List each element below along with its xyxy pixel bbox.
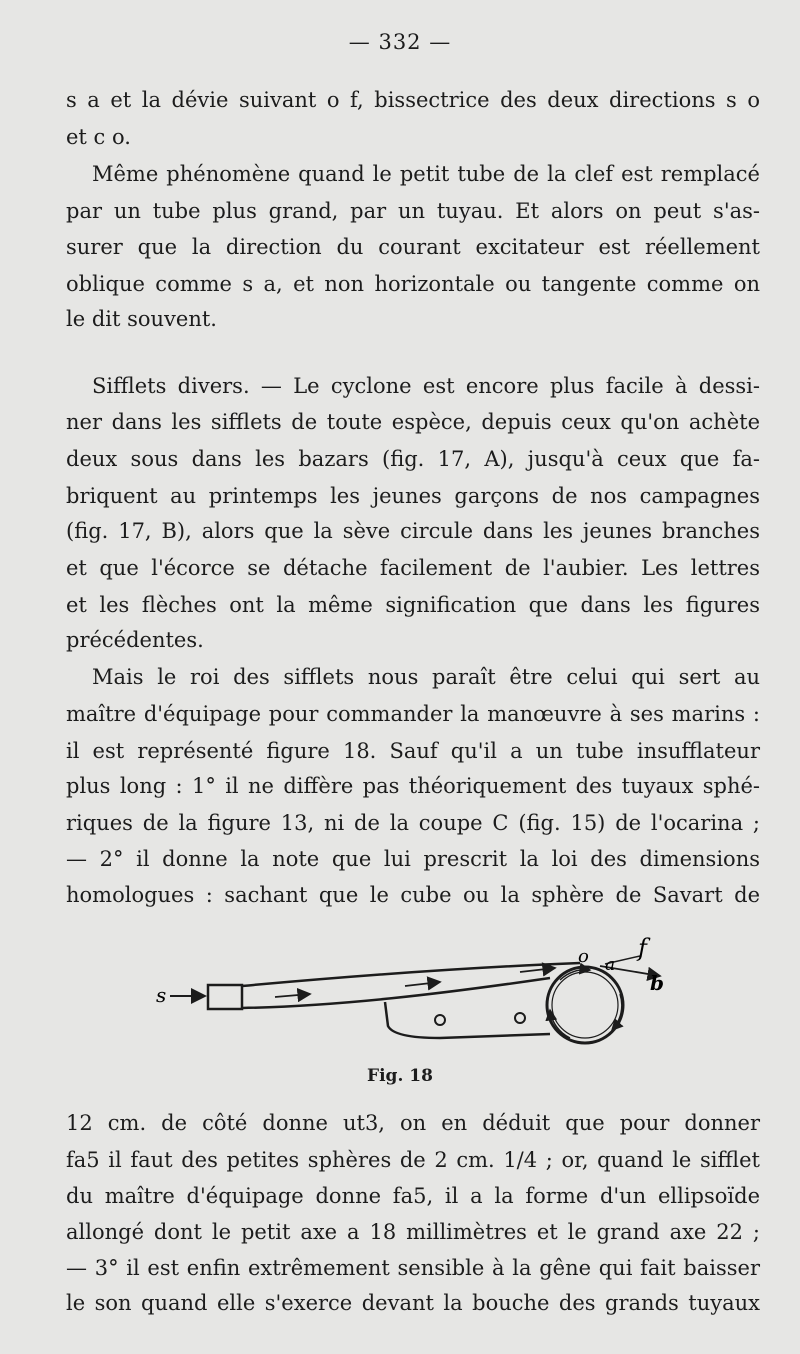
text-line: et les flèches ont la même signification que dans les figures [66, 593, 760, 617]
figure-caption: Fig. 18 [367, 1066, 433, 1086]
paragraph-first-line: Même phénomène quand le petit tube de la clef est remplacé [92, 162, 760, 186]
flow-arrow [520, 968, 555, 972]
label-a: a [605, 955, 616, 975]
text-line: deux sous dans les bazars (fig. 17, A), jusqu'à ceux que fa- [66, 447, 760, 471]
paragraph-first-line: Mais le roi des sifflets nous paraît être celui qui sert au [92, 665, 760, 689]
flow-arrow [405, 982, 440, 986]
text-line: plus long : 1° il ne diffère pas théoriquement des tuyaux sphé- [66, 774, 760, 798]
text-line: — 3° il est enfin extrêmement sensible à la gêne qui fait baisser [66, 1256, 760, 1280]
text-line: fa5 il faut des petites sphères de 2 cm. 1/4 ; or, quand le sifflet [66, 1148, 760, 1172]
text-line: précédentes. [66, 628, 204, 652]
whistle-figure [150, 930, 680, 1060]
mouthpiece [208, 985, 242, 1009]
text-line: le son quand elle s'exerce devant la bouche des grands tuyaux [66, 1291, 760, 1315]
text-line: — 2° il donne la note que lui prescrit la loi des dimensions [66, 847, 760, 871]
text-line: 12 cm. de côté donne ut3, on en déduit que pour donner [66, 1111, 760, 1135]
text-line: du maître d'équipage donne fa5, il a la forme d'un ellipsoïde [66, 1184, 760, 1208]
text-line: le dit souvent. [66, 307, 217, 331]
text-line: riques de la figure 13, ni de la coupe C (fig. 15) de l'ocarina ; [66, 811, 760, 835]
text-line: homologues : sachant que le cube ou la sphère de Savart de [66, 883, 760, 907]
tube-top-wall [242, 963, 580, 986]
label-f: f [638, 934, 647, 962]
text-line: oblique comme s a, et non horizontale ou tangente comme on [66, 272, 760, 296]
text-line: (fig. 17, B), alors que la sève circule dans les jeunes branches [66, 519, 760, 543]
label-b: b [650, 971, 664, 995]
text-line: surer que la direction du courant excitateur est réellement [66, 235, 760, 259]
text-line: s a et la dévie suivant o f, bissectrice des deux directions s o [66, 88, 760, 112]
text-line: allongé dont le petit axe a 18 millimètres et le grand axe 22 ; [66, 1220, 760, 1244]
rivet [435, 1015, 445, 1025]
sphere-bulb [547, 967, 623, 1043]
text-line: il est représenté figure 18. Sauf qu'il a un tube insufflateur [66, 739, 760, 763]
text-line: et que l'écorce se détache facilement de l'aubier. Les lettres [66, 556, 760, 580]
label-s: s [156, 983, 167, 1007]
flow-arrow [275, 994, 310, 997]
text-line: briquent au printemps les jeunes garçons de nos campagnes [66, 484, 760, 508]
text-line: maître d'équipage pour commander la manœuvre à ses marins : [66, 702, 760, 726]
rivet [515, 1013, 525, 1023]
paragraph-first-line: Sifflets divers. — Le cyclone est encore plus facile à dessi- [92, 374, 760, 398]
text-line: et c o. [66, 125, 131, 149]
page-number: — 332 — [348, 30, 452, 54]
sphere-inner [552, 972, 618, 1038]
text-line: par un tube plus grand, par un tuyau. Et alors on peut s'as- [66, 199, 760, 223]
label-o: o [578, 946, 589, 967]
text-line: ner dans les sifflets de toute espèce, depuis ceux qu'on achète [66, 410, 760, 434]
